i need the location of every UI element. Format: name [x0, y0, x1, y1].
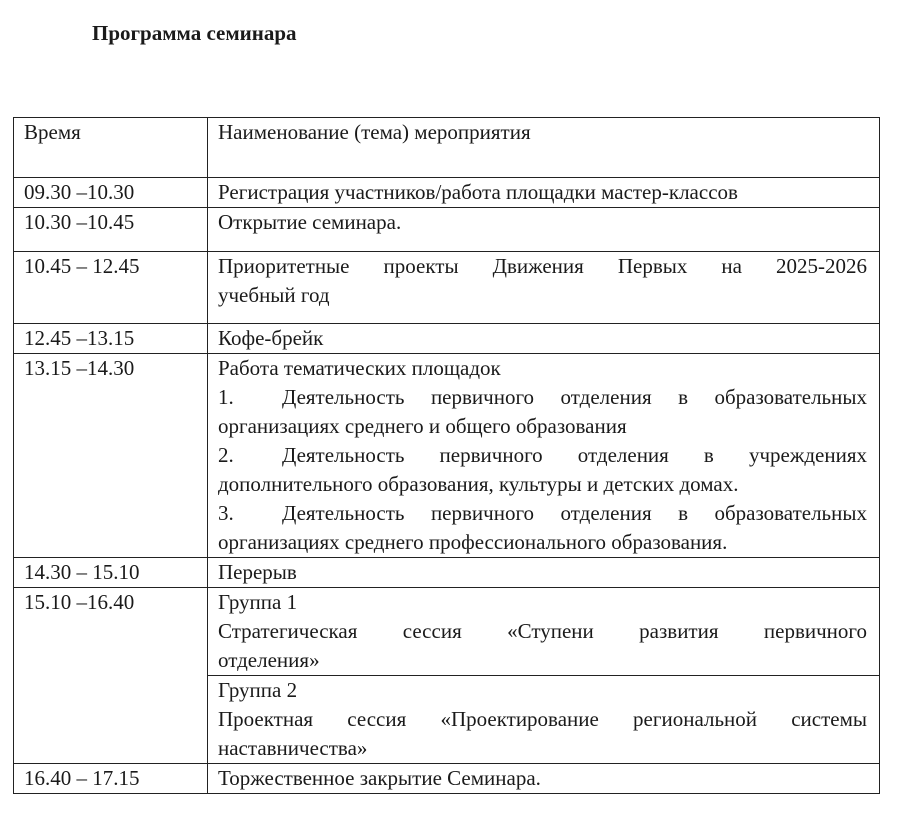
- table-header-row: [14, 118, 880, 178]
- group-cell: [208, 588, 880, 676]
- time-cell: 12.45 –13.15: [14, 324, 208, 354]
- topic-cell: Перерыв: [208, 558, 880, 588]
- time-cell: 14.30 – 15.10: [14, 558, 208, 588]
- table-row: [14, 764, 880, 794]
- table-row: [14, 588, 880, 676]
- program-table: [13, 117, 880, 794]
- section-heading: Работа тематических площадок: [218, 356, 501, 380]
- time-cell: 10.45 – 12.45: [14, 252, 208, 324]
- table-row: [14, 208, 880, 252]
- time-cell: 10.30 –10.45: [14, 208, 208, 252]
- item-number: 3.: [218, 501, 234, 525]
- item-text: Деятельность первичного отделения в учреждениях: [282, 443, 867, 467]
- group-line: наставничества»: [218, 736, 368, 760]
- numbered-item-line: [218, 383, 867, 412]
- group-cell: [208, 676, 880, 764]
- document-title: Программа семинара: [92, 21, 297, 45]
- time-cell: 15.10 –16.40: [14, 588, 208, 764]
- numbered-item-line: [218, 441, 867, 470]
- numbered-item-line: дополнительного образования, культуры и детских домах.: [218, 472, 739, 496]
- group-line: Проектная сессия «Проектирование региональной системы: [218, 707, 867, 731]
- group-name: Группа 1: [218, 590, 298, 614]
- topic-cell: Открытие семинара.: [208, 208, 880, 252]
- table-row: [14, 252, 880, 324]
- table-row: [14, 558, 880, 588]
- time-cell: 13.15 –14.30: [14, 354, 208, 558]
- time-cell: 09.30 –10.30: [14, 178, 208, 208]
- time-cell: 16.40 – 17.15: [14, 764, 208, 794]
- header-time-cell: Время: [14, 118, 208, 178]
- topic-line: учебный год: [218, 283, 330, 307]
- item-text: Деятельность первичного отделения в образовательных: [282, 385, 867, 409]
- topic-cell: [208, 354, 880, 558]
- item-number: 1.: [218, 385, 234, 409]
- topic-cell: [208, 252, 880, 324]
- group-line: отделения»: [218, 648, 320, 672]
- numbered-item-line: организациях среднего профессионального образования.: [218, 530, 728, 554]
- numbered-item-line: организациях среднего и общего образования: [218, 414, 627, 438]
- table-row: [14, 354, 880, 558]
- table-row: [14, 178, 880, 208]
- topic-cell: Регистрация участников/работа площадки мастер-классов: [208, 178, 880, 208]
- table-row: [14, 324, 880, 354]
- header-topic-cell: Наименование (тема) мероприятия: [208, 118, 880, 178]
- item-number: 2.: [218, 443, 234, 467]
- topic-cell: Кофе-брейк: [208, 324, 880, 354]
- group-line: Стратегическая сессия «Ступени развития первичного: [218, 619, 867, 643]
- group-name: Группа 2: [218, 678, 298, 702]
- item-text: Деятельность первичного отделения в образовательных: [282, 501, 867, 525]
- topic-line: Приоритетные проекты Движения Первых на 2025-2026: [218, 254, 867, 278]
- numbered-item-line: [218, 499, 867, 528]
- topic-cell: Торжественное закрытие Семинара.: [208, 764, 880, 794]
